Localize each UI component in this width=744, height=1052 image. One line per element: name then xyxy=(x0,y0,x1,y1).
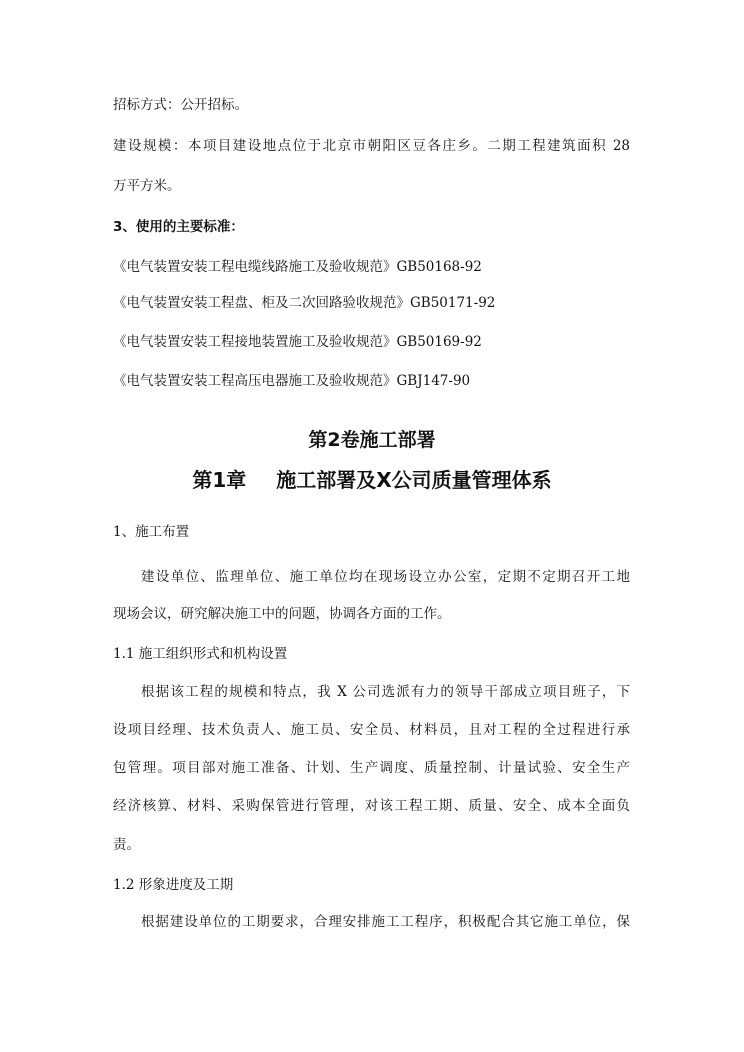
standard-item: 《电气装置安装工程电缆线路施工及验收规范》GB50168-92 xyxy=(113,259,482,275)
section-heading: 1.2 形象进度及工期 xyxy=(113,877,234,893)
standards-heading: 3、使用的主要标准： xyxy=(113,219,244,235)
section-heading: 1.1 施工组织形式和机构设置 xyxy=(113,646,288,662)
chapter-title xyxy=(0,468,744,492)
chapter-number: 第1章 xyxy=(192,468,247,492)
standard-item: 《电气装置安装工程接地装置施工及验收规范》GB50169-92 xyxy=(113,334,482,350)
standard-item: 《电气装置安装工程高压电器施工及验收规范》GBJ147-90 xyxy=(113,373,471,389)
chapter-name: 施工部署及X公司质量管理体系 xyxy=(276,468,552,492)
paragraph-line: 设项目经理、技术负责人、施工员、安全员、材料员，且对工程的全过程进行承 xyxy=(113,722,630,738)
paragraph-line: 现场会议，研究解决施工中的问题，协调各方面的工作。 xyxy=(113,606,451,622)
paragraph-line: 根据建设单位的工期要求，合理安排施工工程序，积极配合其它施工单位，保 xyxy=(141,914,630,930)
standard-item: 《电气装置安装工程盘、柜及二次回路验收规范》GB50171-92 xyxy=(113,295,496,311)
section-heading: 1、施工布置 xyxy=(113,524,190,540)
bidding-method: 招标方式：公开招标。 xyxy=(113,97,248,113)
paragraph-line: 经济核算、材料、采购保管进行管理，对该工程工期、质量、安全、成本全面负 xyxy=(113,798,630,814)
paragraph-line: 包管理。项目部对施工准备、计划、生产调度、质量控制、计量试验、安全生产 xyxy=(113,760,630,776)
construction-scale-line: 建设规模：本项目建设地点位于北京市朝阳区豆各庄乡。二期工程建筑面积 28 xyxy=(113,138,630,154)
paragraph-line: 根据该工程的规模和特点，我 X 公司选派有力的领导干部成立项目班子，下 xyxy=(141,684,630,700)
paragraph-line: 建设单位、监理单位、施工单位均在现场设立办公室，定期不定期召开工地 xyxy=(141,569,630,585)
paragraph-line: 责。 xyxy=(113,837,140,853)
volume-title: 第2卷施工部署 xyxy=(308,429,436,451)
construction-scale-line: 万平方米。 xyxy=(113,178,181,194)
